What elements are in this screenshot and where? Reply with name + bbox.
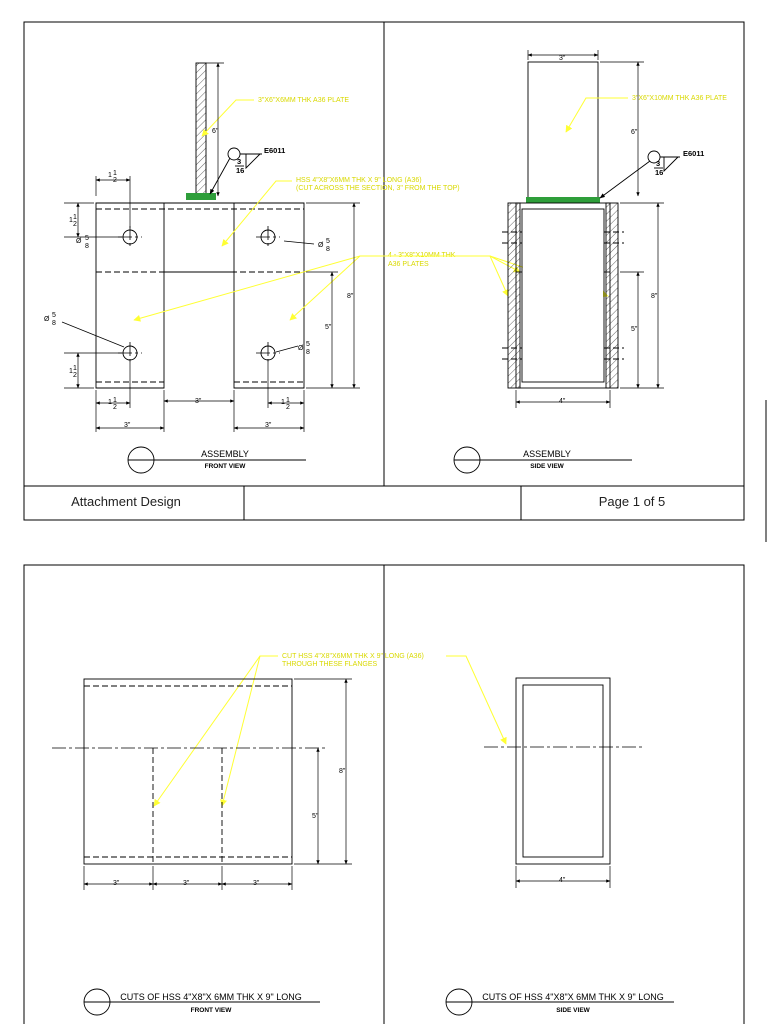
- dim-label-3: 3": [253, 880, 260, 887]
- sheet-2: [24, 565, 744, 1024]
- fillet-weld-symbol: [664, 157, 678, 171]
- hole-dia-symbol: Ø: [318, 242, 324, 249]
- plates-note-leader: [134, 256, 384, 320]
- view-title: CUTS OF HSS 4"X8"X 6MM THK X 9" LONG: [482, 992, 664, 1002]
- dim-label-3: 3": [195, 398, 202, 405]
- dim-whole: 1: [108, 172, 112, 179]
- cut-note-leader: [154, 656, 278, 806]
- hole-dia-num: 5: [52, 312, 56, 319]
- dim-label-4: 4": [559, 877, 566, 884]
- hss-outline: [84, 679, 292, 864]
- plates-note-leader: [490, 256, 508, 296]
- weld-size-den: 16: [236, 166, 245, 175]
- dim-frac-den: 2: [286, 404, 290, 411]
- dim-label-3: 3": [124, 422, 131, 429]
- hss-note-line-2: (CUT ACROSS THE SECTION, 3" FROM THE TOP): [296, 185, 460, 192]
- cut-note-line-1: CUT HSS 4"X8"X6MM THK X 9" LONG (A36): [282, 653, 424, 660]
- dim-label-6: 6": [212, 128, 219, 135]
- bolt-hole: [256, 226, 280, 248]
- hss-note-line-1: HSS 4"X8"X6MM THK X 9" LONG (A36): [296, 177, 422, 184]
- cut-note-leader: [222, 656, 260, 806]
- dim-frac-den: 2: [113, 404, 117, 411]
- side-plate-left: [508, 203, 520, 388]
- hole-dia-symbol: Ø: [298, 345, 304, 352]
- view-title: ASSEMBLY: [523, 449, 571, 459]
- dim-label-6: 6": [631, 129, 638, 136]
- view-title: ASSEMBLY: [201, 449, 249, 459]
- hss-inner: [523, 685, 603, 857]
- dim-label-8: 8": [347, 293, 354, 300]
- sheet-1: [24, 22, 766, 542]
- hole-dia-den: 8: [326, 246, 330, 253]
- bolt-hole: [256, 342, 280, 364]
- weld-arrow: [210, 158, 230, 194]
- page-number: Page 1 of 5: [598, 494, 666, 509]
- view-title: CUTS OF HSS 4"X8"X 6MM THK X 9" LONG: [120, 992, 302, 1002]
- plates-note-line-1: 4 - 3"X8"X10MM THK: [388, 252, 456, 259]
- view-subtitle: SIDE VIEW: [530, 463, 564, 470]
- weld-code: E6011: [683, 149, 705, 158]
- dim-whole: 1: [281, 399, 285, 406]
- dim-frac-num: 1: [113, 170, 117, 177]
- hole-dia-den: 8: [306, 349, 310, 356]
- hole-dia-symbol: Ø: [76, 238, 82, 245]
- dim-label-5: 5": [312, 813, 319, 820]
- hole-dia-den: 8: [52, 320, 56, 327]
- weld-bead: [526, 197, 600, 203]
- weld-size-den: 16: [655, 168, 664, 177]
- plate-note-leader: [566, 98, 628, 132]
- plate-note: 3"X6"X10MM THK A36 PLATE: [632, 95, 727, 102]
- hole-dia-den: 8: [85, 243, 89, 250]
- hole-dia-num: 5: [85, 235, 89, 242]
- dim-label-3: 3": [559, 55, 566, 62]
- dim-frac-den: 2: [113, 177, 117, 184]
- side-plate-right: [606, 203, 618, 388]
- dim-label-8: 8": [339, 768, 346, 775]
- hole-dia-symbol: Ø: [44, 316, 50, 323]
- weld-bead: [186, 193, 216, 200]
- hole-dia-num: 5: [326, 238, 330, 245]
- weld-arrow: [600, 161, 650, 198]
- hole-leader: [276, 346, 298, 352]
- weld-code: E6011: [264, 146, 286, 155]
- front-view-cuts: [52, 679, 352, 1015]
- dim-frac-num: 1: [73, 365, 77, 372]
- dim-label-3: 3": [265, 422, 272, 429]
- vertical-plate: [196, 63, 206, 198]
- dim-frac-num: 1: [73, 214, 77, 221]
- dim-frac-den: 2: [73, 372, 77, 379]
- weld-size-num: 3: [237, 157, 242, 166]
- dim-label-5: 5": [325, 324, 332, 331]
- cut-note-line-2: THROUGH THESE FLANGES: [282, 661, 378, 668]
- dim-label-3: 3": [113, 880, 120, 887]
- drawing-name: Attachment Design: [71, 494, 181, 509]
- hole-dia-num: 5: [306, 341, 310, 348]
- front-view-assembly: [44, 63, 460, 473]
- dim-whole: 1: [69, 217, 73, 224]
- cut-note-leader: [446, 656, 506, 744]
- plate-note: 3"X6"X6MM THK A36 PLATE: [258, 97, 350, 104]
- hss-cavity: [523, 210, 603, 381]
- dim-frac-num: 1: [286, 397, 290, 404]
- dim-label-8: 8": [651, 293, 658, 300]
- weld-size-num: 3: [656, 159, 661, 168]
- plates-note-line-2: A36 PLATES: [388, 261, 429, 268]
- view-subtitle: SIDE VIEW: [556, 1007, 590, 1014]
- dim-frac-num: 1: [113, 397, 117, 404]
- side-view-assembly: [454, 50, 727, 473]
- plate-note-leader: [202, 100, 254, 136]
- top-plate: [528, 62, 598, 198]
- view-subtitle: FRONT VIEW: [204, 463, 246, 470]
- dim-frac-den: 2: [73, 221, 77, 228]
- dim-label-4: 4": [559, 398, 566, 405]
- view-subtitle: FRONT VIEW: [190, 1007, 232, 1014]
- dim-label-5: 5": [631, 326, 638, 333]
- dim-whole: 1: [108, 399, 112, 406]
- hss-outer: [516, 678, 610, 864]
- hole-leader: [284, 241, 314, 244]
- fillet-weld-symbol: [246, 154, 260, 168]
- side-view-cuts: [446, 678, 674, 1015]
- dim-whole: 1: [69, 368, 73, 375]
- dim-label-3: 3": [183, 880, 190, 887]
- hole-leader: [62, 322, 124, 347]
- hss-note-leader: [222, 181, 292, 246]
